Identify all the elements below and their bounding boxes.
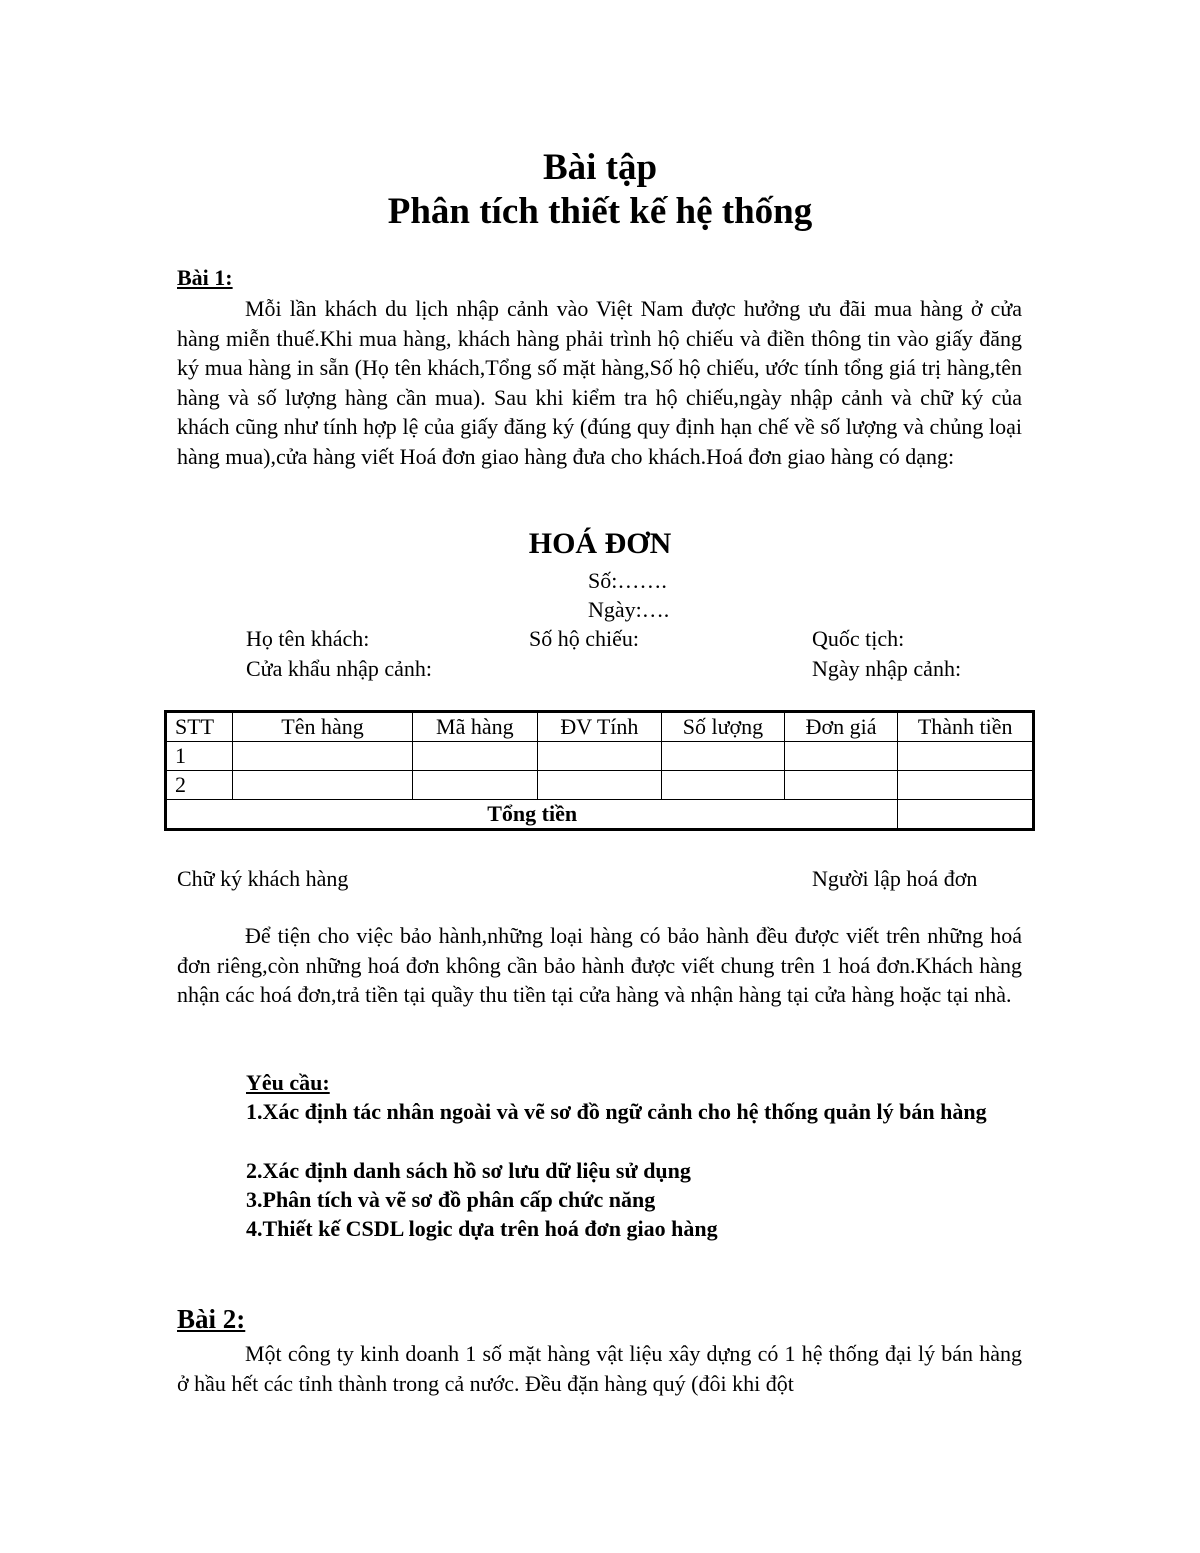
table-cell (784, 742, 898, 771)
requirement-item: 3.Phân tích và vẽ sơ đồ phân cấp chức năng (246, 1187, 656, 1212)
requirement-item: 4.Thiết kế CSDL logic dựa trên hoá đơn giao hàng (246, 1216, 718, 1241)
column-header: Tên hàng (232, 712, 412, 742)
table-row (166, 771, 1034, 800)
table-cell (784, 771, 898, 800)
document-subtitle: Phân tích thiết kế hệ thống (387, 191, 813, 232)
bai2-heading: Bài 2: (177, 1304, 246, 1334)
table-header-row (166, 712, 1034, 742)
column-header: STT (166, 712, 233, 742)
invoice-title: HOÁ ĐƠN (528, 527, 672, 560)
bai1-heading: Bài 1: (177, 265, 233, 290)
column-header: Đơn giá (784, 712, 898, 742)
table-cell (537, 742, 662, 771)
table-cell (537, 771, 662, 800)
invoice-date: Ngày:…. (588, 597, 670, 622)
table-cell (898, 771, 1034, 800)
requirement-item: 2.Xác định danh sách hồ sơ lưu dữ liệu sử dụng (246, 1158, 691, 1183)
table-cell: 2 (166, 771, 233, 800)
document-title: Bài tập (542, 147, 658, 188)
entry-date-label: Ngày nhập cảnh: (812, 656, 962, 681)
column-header: Số lượng (662, 712, 785, 742)
issuer-signature-label: Người lập hoá đơn (812, 866, 978, 891)
passport-number-label: Số hộ chiếu: (529, 626, 639, 651)
column-header: Thành tiền (898, 712, 1034, 742)
customer-signature-label: Chữ ký khách hàng (177, 866, 349, 891)
invoice-table (164, 710, 1035, 831)
table-cell (413, 771, 538, 800)
column-header: ĐV Tính (537, 712, 662, 742)
table-cell: 1 (166, 742, 233, 771)
table-cell (662, 742, 785, 771)
customer-name-label: Họ tên khách: (246, 626, 370, 651)
invoice-number: Số:……. (588, 568, 667, 593)
nationality-label: Quốc tịch: (812, 626, 905, 651)
requirements-heading: Yêu cầu: (246, 1070, 330, 1095)
total-label: Tổng tiền (166, 800, 898, 830)
table-cell (898, 742, 1034, 771)
bai1-paragraph-2: Để tiện cho việc bảo hành,những loại hàng có bảo hành đều được viết trên những hoá đơn riêng,còn những hoá đơn không cần bảo hành được viết chung trên 1 hoá đơn.Khách hàng nhận các hoá đơn,trả tiền tại quầy thu tiền tại cửa hàng và nhận hàng tại cửa hàng hoặc tại nhà. (177, 923, 1022, 1008)
total-row (166, 800, 1034, 830)
table-cell (232, 771, 412, 800)
bai1-paragraph: Mỗi lần khách du lịch nhập cảnh vào Việt Nam được hưởng ưu đãi mua hàng ở cửa hàng miễn thuế.Khi mua hàng, khách hàng phải trình hộ chiếu và điền thông tin vào giấy đăng ký mua hàng in sẵn (Họ tên khách,Tổng số mặt hàng,Số hộ chiếu, ước tính tổng giá trị hàng,tên hàng và số lượng hàng cần mua). Sau khi kiểm tra hộ chiếu,ngày nhập cảnh và chữ ký của khách cũng như tính hợp lệ của giấy đăng ký (đúng quy định hạn chế về số lượng và chủng loại hàng mua),cửa hàng viết Hoá đơn giao hàng đưa cho khách.Hoá đơn giao hàng có dạng: (177, 296, 1022, 469)
table-cell (232, 742, 412, 771)
table-row (166, 742, 1034, 771)
total-value-cell (898, 800, 1034, 830)
table-cell (662, 771, 785, 800)
table-cell (413, 742, 538, 771)
entry-gate-label: Cửa khẩu nhập cảnh: (246, 656, 433, 681)
column-header: Mã hàng (413, 712, 538, 742)
bai2-paragraph: Một công ty kinh doanh 1 số mặt hàng vật liệu xây dựng có 1 hệ thống đại lý bán hàng ở hầu hết các tỉnh thành trong cả nước. Đều đặn hàng quý (đôi khi đột (177, 1341, 1022, 1396)
requirement-item: 1.Xác định tác nhân ngoài và vẽ sơ đồ ngữ cảnh cho hệ thống quản lý bán hàng (246, 1099, 987, 1124)
